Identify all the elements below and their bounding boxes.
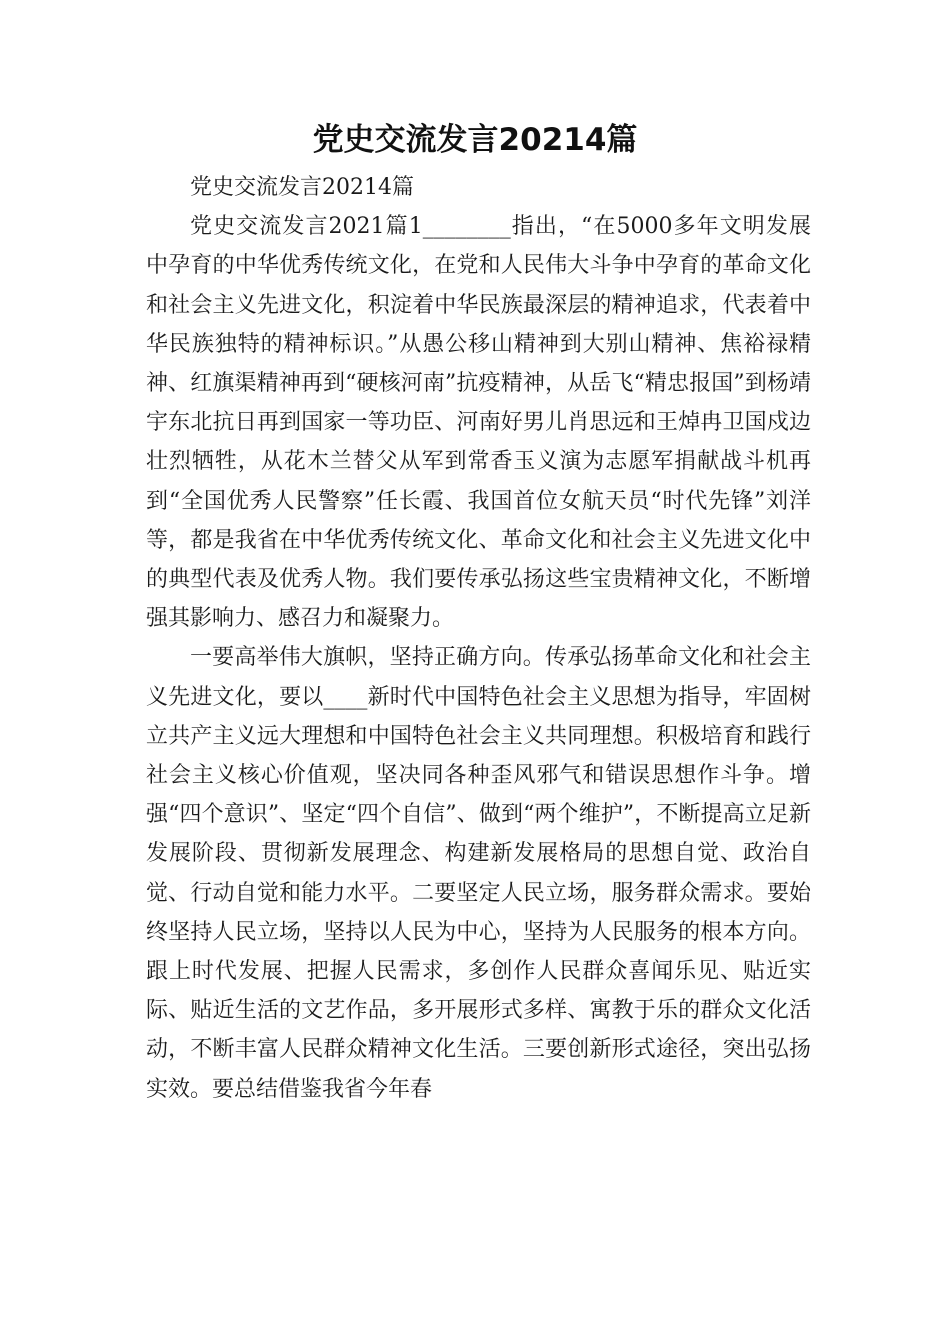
document-title: 党史交流发言20214篇	[312, 122, 638, 158]
paragraph-intro: 党史交流发言2021篇1________指出，“在5000多年文明发展中孕育的中华优秀传统文化，在党和人民伟大斗争中孕育的革命文化和社会主义先进文化，积淀着中华民族最深层的精神追求，代表着中华民族独特的精神标识。”从愚公移山精神到大别山精神、焦裕禄精神、红旗渠精神再到“硬核河南”抗疫精神，从岳飞“精忠报国”到杨靖宇东北抗日再到国家一等功臣、河南好男儿肖思远和王焯冉卫国戍边壮烈牺牲，从花木兰替父从军到常香玉义演为志愿军捐献战斗机再到“全国优秀人民警察”任长霞、我国首位女航天员“时代先锋”刘洋等，都是我省在中华优秀传统文化、革命文化和社会主义先进文化中的典型代表及优秀人物。我们要传承弘扬这些宝贵精神文化，不断增强其影响力、感召力和凝聚力。	[146, 214, 811, 632]
document-body	[146, 168, 811, 1109]
paragraph-points: 一要高举伟大旗帜，坚持正确方向。传承弘扬革命文化和社会主义先进文化，要以____新时代中国特色社会主义思想为指导，牢固树立共产主义远大理想和中国特色社会主义共同理想。积极培育和践行社会主义核心价值观，坚决同各种歪风邪气和错误思想作斗争。增强“四个意识”、坚定“四个自信”、做到“两个维护”，不断提高立足新发展阶段、贯彻新发展理念、构建新发展格局的思想自觉、政治自觉、行动自觉和能力水平。二要坚定人民立场，服务群众需求。要始终坚持人民立场，坚持以人民为中心，坚持为人民服务的根本方向。跟上时代发展、把握人民需求，多创作人民群众喜闻乐见、贴近实际、贴近生活的文艺作品，多开展形式多样、寓教于乐的群众文化活动，不断丰富人民群众精神文化生活。三要创新形式途径，突出弘扬实效。要总结借鉴我省今年春	[146, 645, 811, 1102]
paragraph-subtitle: 党史交流发言20214篇	[190, 175, 414, 200]
